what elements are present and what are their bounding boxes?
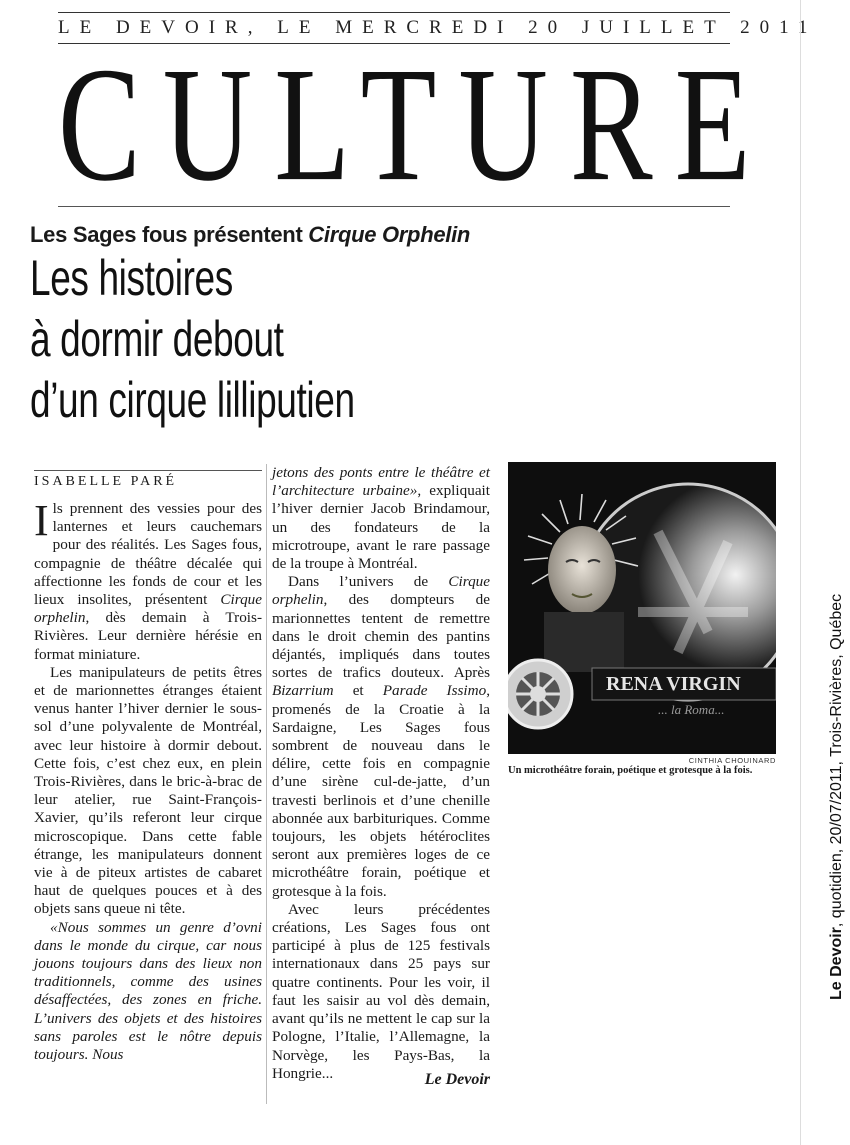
- side-credit-source: Le Devoir: [828, 927, 845, 1000]
- photo-sign: RENA VIRGIN: [606, 673, 741, 695]
- text-run-italic: Cirque orphelin: [34, 591, 262, 627]
- paragraph: Avec leurs précédentes créations, Les Sages fous ont participé à plus de 125 festivals internationaux dans 25 pays sur quatre continents. Pour les voir, il faut les saisir au vol dès demain, avant qu’ils ne mettent le cap sur la Pologne, l’Italie, l’Allemagne, la Norvège, les Pays-Bas, la Hongrie...: [272, 900, 490, 1082]
- text-run: , des dompteurs de marionnettes tentent de remettre dans le droit chemin des pantins déjantés, impliqués dans toutes sortes de trafics douteux. Après: [272, 591, 490, 682]
- text-run: , dès demain à Trois-Rivières. Leur dernière hérésie en format miniature.: [34, 609, 262, 663]
- text-run: Dans l’univers de: [288, 573, 449, 591]
- side-credit: [826, 10, 848, 1000]
- dropcap: I: [34, 496, 49, 545]
- text-run: , expliquait l’hiver dernier Jacob Brindamour, un des fondateurs de la microtroupe, avant le rare passage de la troupe à Montréal.: [272, 482, 490, 573]
- kicker-text: Les Sages fous présentent: [30, 222, 303, 247]
- headline-line-3: d’un cirque lilliputien: [30, 372, 355, 428]
- article-column-1: [34, 496, 262, 1064]
- side-credit-details: , quotidien, 20/07/2011, Trois-Rivières, Québec: [828, 593, 845, 928]
- text-run-italic: Bizarrium: [272, 682, 334, 700]
- page-edge: [800, 0, 801, 1145]
- headline: [30, 248, 355, 431]
- quote-italic: jetons des ponts entre le théâtre et l’architecture urbaine»: [272, 464, 490, 500]
- headline-line-1: Les histoires: [30, 250, 233, 306]
- kicker-italic: Cirque Orphelin: [308, 222, 471, 247]
- paragraph: [34, 496, 262, 664]
- text-run: ls prennent des vessies pour des lanternes et leurs cauchemars pour des réalités. Les Sages fous, compagnie de théâtre décalée qui affectionne les fonds de cour et les lieux insolites, présentent: [34, 500, 262, 609]
- section-title: CULTURE: [58, 33, 773, 215]
- quote-italic: «Nous sommes un genre d’ovni dans le monde du cirque, car nous jouons toujours dans des lieux non traditionnels, comme des usines désaffectées, des zones en friche. L’univers des objets et des histoires sans paroles est le nôtre depuis toujours. Nous: [34, 918, 262, 1064]
- photo-caption: Un microthéâtre forain, poétique et grotesque à la fois.: [508, 765, 753, 776]
- byline-rule: [34, 470, 262, 471]
- headline-line-2: à dormir debout: [30, 311, 284, 367]
- column-separator: [266, 464, 267, 1104]
- text-run-italic: Cirque orphelin: [272, 573, 490, 609]
- title-rule: [58, 206, 730, 207]
- gear-icon: [508, 660, 572, 728]
- photo-sign-script: ... la Roma...: [658, 702, 725, 717]
- text-run: , promenés de la Croatie à la Sardaigne, Les Sages fous sombrent de nouveau dans le délire, cette fois en compagnie d’une sirène cul-de-jatte, d’un travesti berlinois et d’une chenille abonnée aux barbituriques. Comme toujours, les objets hétéroclites seront aux premières loges de ce microthéâtre forain, poétique et grotesque à la fois.: [272, 682, 490, 900]
- kicker: [30, 222, 470, 248]
- article-column-2: [272, 464, 490, 1083]
- photo-credit: CINTHIA CHOUINARD: [688, 756, 776, 765]
- paragraph: [272, 573, 490, 901]
- paragraph: [34, 919, 262, 1065]
- text-run: et: [333, 682, 383, 700]
- photo-illustration: [508, 462, 776, 754]
- paragraph: Les manipulateurs de petits êtres et de marionnettes étranges étaient venus hanter l’hiver dernier le sous-sol d’une polyvalente de Montréal, avec leur histoire à dormir debout. Cette fois, c’est chez eux, en plein Trois-Rivières, dans le bric-à-brac de leur atelier, rue Saint-François-Xavier, qu’ils referont leur cirque microscopique. Dans cette fable étrange, les manipulateurs donnent vie à de piteux artistes de cabaret haut de quelques pouces et à des objets sans queue ni tête.: [34, 663, 262, 918]
- dateline: LE DEVOIR, LE MERCREDI 20 JUILLET 2011: [58, 12, 730, 44]
- text-run-italic: Parade Issimo: [382, 682, 487, 700]
- paragraph: [272, 464, 490, 573]
- byline: ISABELLE PARÉ: [34, 474, 178, 489]
- photo: [508, 462, 776, 754]
- signature: Le Devoir: [424, 1071, 490, 1088]
